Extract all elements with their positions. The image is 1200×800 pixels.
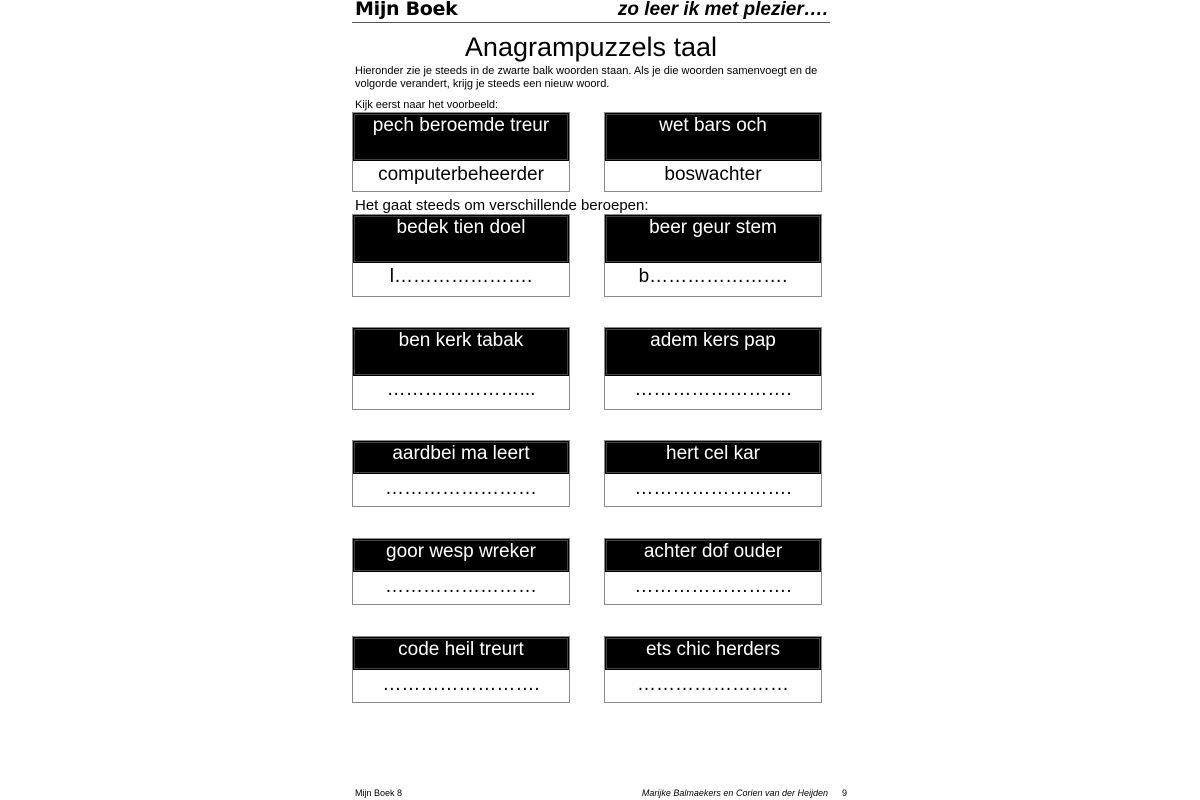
puzzle-card <box>604 440 822 507</box>
puzzle-clue: ben kerk tabak <box>353 328 569 376</box>
puzzle-card <box>352 538 570 605</box>
puzzle-card <box>604 214 822 297</box>
puzzle-clue: ets chic herders <box>605 637 821 670</box>
puzzle-answer-field[interactable]: …………………… <box>353 572 569 604</box>
puzzle-answer-field[interactable]: …………………... <box>353 376 569 409</box>
footer-book: Mijn Boek 8 <box>355 788 403 798</box>
example-answer: computerbeheerder <box>353 161 569 191</box>
puzzle-clue: achter dof ouder <box>605 539 821 572</box>
puzzle-clue: hert cel kar <box>605 441 821 474</box>
puzzle-clue: beer geur stem <box>605 215 821 263</box>
puzzle-answer-field[interactable]: l…………………. <box>353 263 569 296</box>
puzzle-card <box>604 636 822 703</box>
example-card <box>352 112 570 192</box>
puzzle-clue: code heil treurt <box>353 637 569 670</box>
example-clue: pech beroemde treur <box>353 113 569 161</box>
header-book-title: Mijn Boek <box>355 0 458 20</box>
puzzle-clue: goor wesp wreker <box>353 539 569 572</box>
puzzle-card <box>352 327 570 410</box>
puzzle-card <box>352 440 570 507</box>
puzzle-answer-field[interactable]: ……………………. <box>353 670 569 702</box>
header-slogan: zo leer ik met plezier…. <box>617 0 828 20</box>
footer-authors: Marijke Balmaekers en Corien van der Heijden <box>641 788 828 798</box>
puzzle-card <box>352 636 570 703</box>
intro-text: Hieronder zie je steeds in de zwarte balk woorden staan. Als je die woorden samenvoegt en de volgorde verandert, krijg je steeds een nieuw woord. <box>355 65 818 90</box>
puzzle-card <box>604 327 822 410</box>
puzzle-card <box>604 538 822 605</box>
puzzle-card <box>352 214 570 297</box>
example-clue: wet bars och <box>605 113 821 161</box>
puzzle-clue: aardbei ma leert <box>353 441 569 474</box>
puzzle-answer-field[interactable]: ……………………. <box>605 474 821 506</box>
example-answer: boswachter <box>605 161 821 191</box>
section-label: Het gaat steeds om verschillende beroepen: <box>355 197 649 214</box>
example-card <box>604 112 822 192</box>
page-title: Anagrampuzzels taal <box>464 32 718 62</box>
puzzle-answer-field[interactable]: b…………………. <box>605 263 821 296</box>
puzzle-answer-field[interactable]: …………………… <box>605 670 821 702</box>
page-number: 9 <box>842 788 848 798</box>
puzzle-clue: adem kers pap <box>605 328 821 376</box>
header-rule <box>352 22 830 23</box>
example-label: Kijk eerst naar het voorbeeld: <box>355 99 499 111</box>
puzzle-answer-field[interactable]: …………………… <box>353 474 569 506</box>
puzzle-clue: bedek tien doel <box>353 215 569 263</box>
puzzle-answer-field[interactable]: ……………………. <box>605 376 821 409</box>
puzzle-answer-field[interactable]: ……………………. <box>605 572 821 604</box>
